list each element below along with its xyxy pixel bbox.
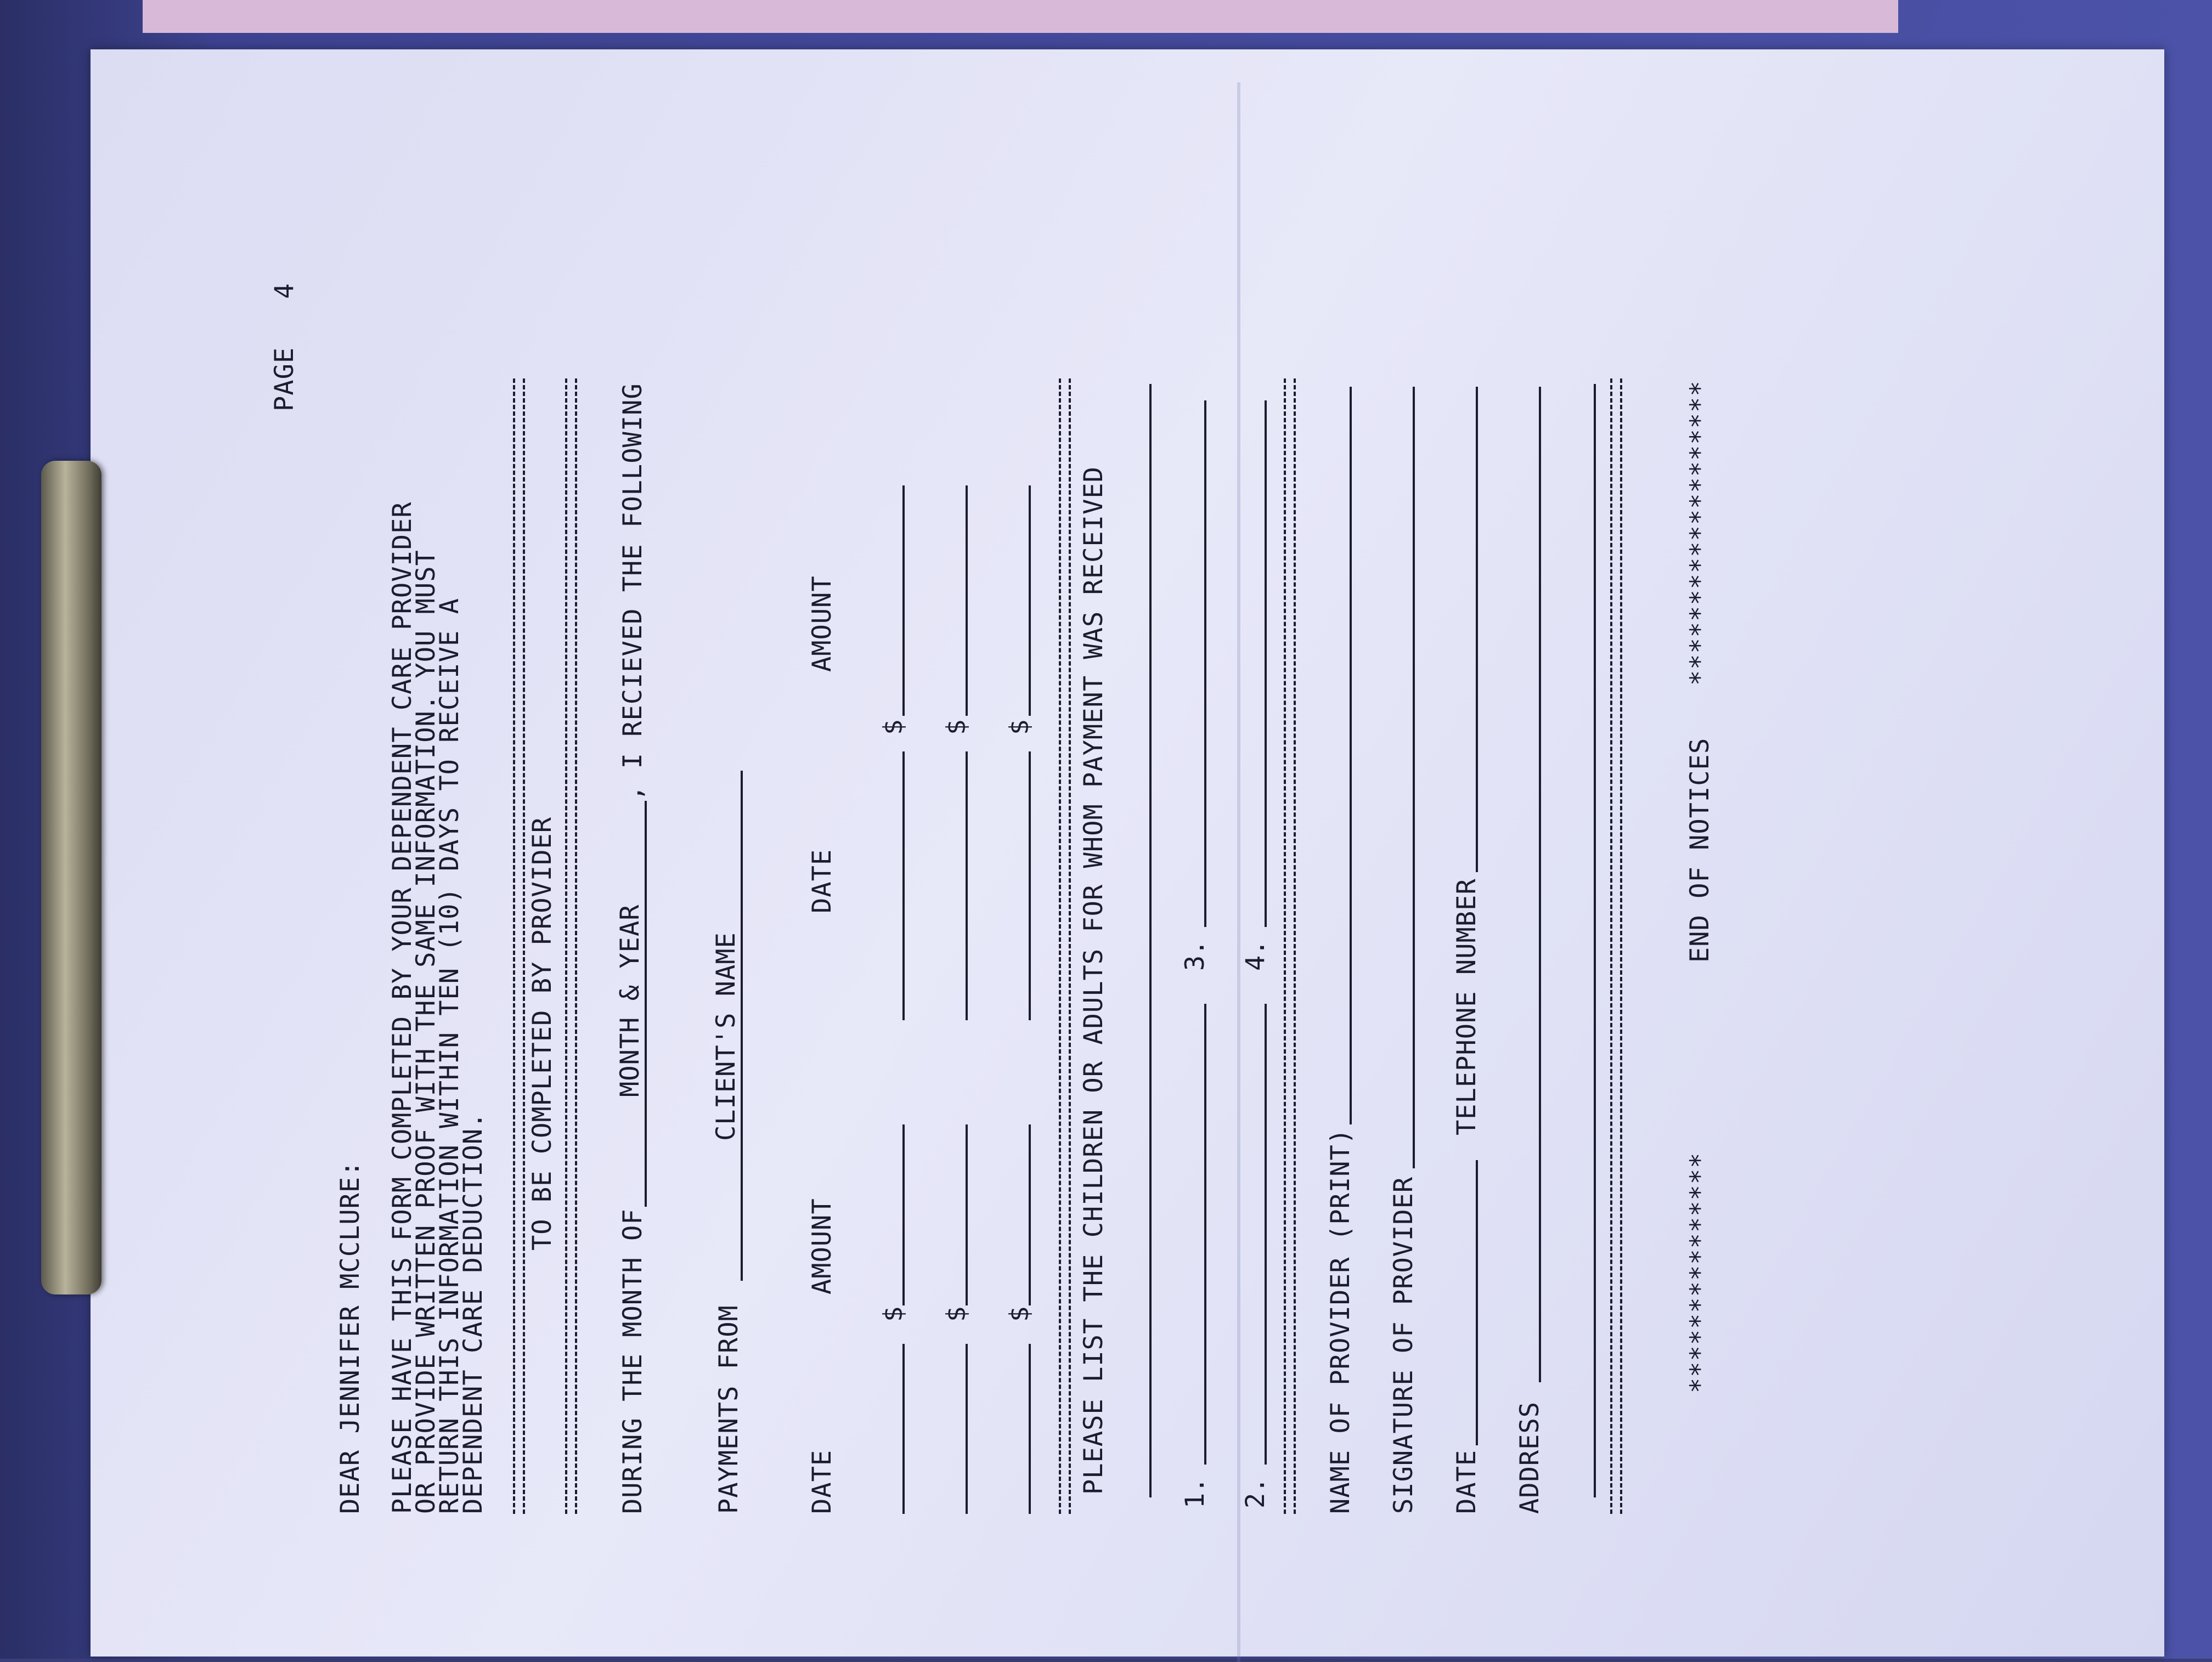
list-field-1[interactable]: [1204, 1004, 1206, 1465]
instruction-line-4: DEPENDENT CARE DEDUCTION.: [458, 1112, 488, 1514]
page-number: 4: [269, 282, 300, 299]
payment-date-4[interactable]: [902, 751, 905, 1020]
list-number-3: 3.: [1180, 940, 1210, 971]
instruction-line-3: RETURN THIS INFORMATION WITHIN TEN (10) DAYS TO RECEIVE A: [435, 598, 465, 1514]
salutation: DEAR JENNIFER MCCLURE:: [335, 1160, 365, 1514]
payment-date-6[interactable]: [1029, 751, 1031, 1020]
payment-amount-3[interactable]: [1029, 1124, 1031, 1305]
provider-signature-field[interactable]: [1413, 387, 1415, 1168]
footer-stars-right: *******************: [1685, 380, 1715, 686]
address-field-2[interactable]: [1594, 384, 1596, 1497]
address-field[interactable]: [1539, 387, 1541, 1382]
list-number-4: 4.: [1240, 940, 1271, 971]
address-label: ADDRESS: [1515, 1401, 1545, 1514]
clipboard-clip: [41, 461, 101, 1294]
provider-form: [269, 0, 1917, 1514]
dollar-sign: $: [1005, 1306, 1035, 1322]
section-heading: TO BE COMPLETED BY PROVIDER: [527, 816, 557, 1251]
children-line[interactable]: [1149, 384, 1152, 1497]
payment-amount-6[interactable]: [1029, 485, 1031, 716]
double-rule: [1284, 378, 1296, 1514]
payment-date-1[interactable]: [902, 1344, 905, 1514]
double-rule: [565, 378, 577, 1514]
double-rule: [1059, 378, 1071, 1514]
dollar-sign: $: [941, 719, 972, 735]
list-number-1: 1.: [1180, 1477, 1210, 1508]
children-heading: PLEASE LIST THE CHILDREN OR ADULTS FOR WHOM PAYMENT WAS RECEIVED: [1079, 466, 1109, 1495]
dollar-sign: $: [878, 719, 909, 735]
col-date-2: DATE: [807, 849, 837, 913]
footer-stars-left: ***************: [1685, 1152, 1715, 1393]
col-date-1: DATE: [807, 1449, 837, 1514]
month-year-label: MONTH & YEAR: [615, 904, 645, 1097]
page-indicator: [269, 282, 300, 411]
list-field-3[interactable]: [1204, 400, 1206, 927]
page-label: PAGE: [269, 347, 300, 411]
list-field-4[interactable]: [1265, 400, 1267, 927]
received-text: , I RECIEVED THE FOLLOWING: [618, 383, 648, 801]
during-month-prefix: DURING THE MONTH OF: [618, 1208, 648, 1514]
footer-text: END OF NOTICES: [1685, 737, 1715, 963]
provider-date-label: DATE: [1452, 1449, 1482, 1514]
payment-date-5[interactable]: [966, 751, 968, 1020]
provider-name-label: NAME OF PROVIDER (PRINT): [1325, 1128, 1356, 1514]
payment-amount-2[interactable]: [966, 1124, 968, 1305]
double-rule: [513, 378, 525, 1514]
payment-date-3[interactable]: [1029, 1344, 1031, 1514]
list-field-2[interactable]: [1265, 1004, 1267, 1465]
provider-signature-label: SIGNATURE OF PROVIDER: [1389, 1176, 1419, 1514]
col-amount-2: AMOUNT: [807, 575, 837, 672]
dollar-sign: $: [878, 1306, 909, 1322]
list-number-2: 2.: [1240, 1477, 1271, 1508]
instruction-line-2: OR PROVIDE WRITTEN PROOF WITH THE SAME INFORMATION. YOU MUST: [411, 550, 441, 1514]
instruction-line-1: PLEASE HAVE THIS FORM COMPLETED BY YOUR DEPENDENT CARE PROVIDER: [387, 501, 417, 1514]
payment-amount-4[interactable]: [902, 485, 905, 716]
col-amount-1: AMOUNT: [807, 1198, 837, 1294]
dollar-sign: $: [941, 1306, 972, 1322]
provider-name-field[interactable]: [1350, 387, 1352, 1124]
clients-name-label: CLIENT'S NAME: [711, 932, 741, 1141]
dollar-sign: $: [1005, 719, 1035, 735]
payment-amount-5[interactable]: [966, 485, 968, 716]
payment-amount-1[interactable]: [902, 1124, 905, 1305]
payment-date-2[interactable]: [966, 1344, 968, 1514]
double-rule: [1610, 378, 1622, 1514]
telephone-label: TELEPHONE NUMBER: [1452, 878, 1482, 1135]
telephone-field[interactable]: [1476, 387, 1478, 872]
payments-from-label: PAYMENTS FROM: [714, 1305, 744, 1514]
provider-date-field[interactable]: [1476, 1160, 1478, 1445]
